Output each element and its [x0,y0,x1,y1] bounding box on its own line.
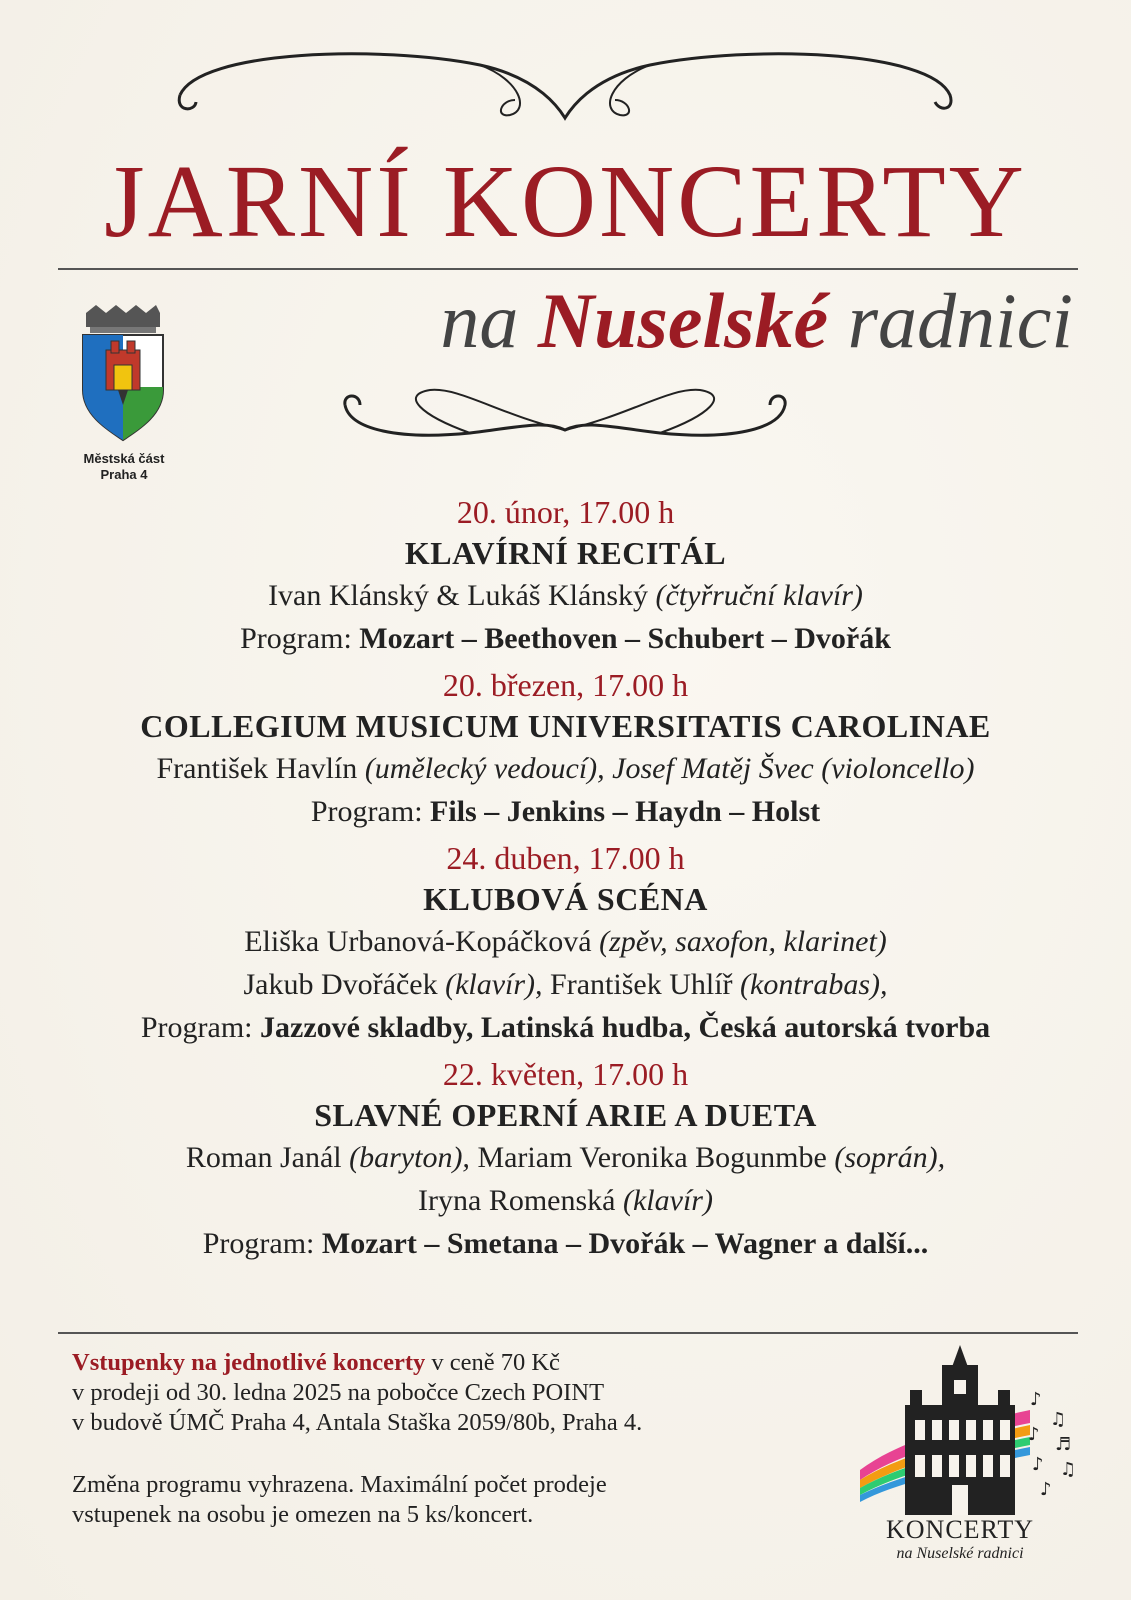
performer-name: Jakub Dvořáček [243,968,446,1001]
program-label: Program: [240,622,360,655]
performer-role: (čtyřruční klavír) [655,579,863,612]
concert-name: SLAVNÉ OPERNÍ ARIE A DUETA [314,1097,817,1133]
concert-performers [0,747,1131,790]
concert-date: 20. únor, 17.00 h [456,494,675,530]
concert-name: COLLEGIUM MUSICUM UNIVERSITATIS CAROLINAE [140,708,991,744]
concert-program [0,790,1131,833]
concert-performers [0,574,1131,617]
concert-date: 24. duben, 17.00 h [446,840,685,876]
poster-title: JARNÍ KONCERTY [104,144,1027,259]
svg-text:♫: ♫ [1050,1409,1067,1430]
concert-block [0,838,1131,1054]
concert-gap [0,1265,1131,1270]
ticket-highlight: Vstupenky na jednotlivé koncerty [72,1349,426,1376]
concert-date: 20. březen, 17.00 h [442,667,689,703]
performer-name: Iryna Romenská [418,1184,623,1217]
performer-name: František Havlín [156,752,365,785]
bottom-flourish [0,385,1131,455]
concert-name: KLUBOVÁ SCÉNA [423,881,708,917]
svg-text:♪: ♪ [1030,1389,1042,1410]
program-composers: Fils – Jenkins – Haydn – Holst [430,795,821,828]
concert-performers [0,963,1131,1006]
program-note [72,1470,832,1530]
poster-subtitle [440,278,1073,364]
crest-caption-line1: Městská část [83,451,165,466]
program-label: Program: [140,1011,260,1044]
crest-caption [64,451,184,483]
performer-role: (klavír), [445,968,543,1001]
program-composers: Mozart – Beethoven – Schubert – Dvořák [359,622,891,655]
concert-performers [0,1136,1131,1179]
crest-caption-line2: Praha 4 [100,467,148,482]
performer-role: (umělecký vedoucí), Josef Matěj Švec (violoncello) [364,752,975,785]
performer-name: František Uhlíř [542,968,741,1001]
performer-role: (zpěv, saxofon, klarinet) [599,925,887,958]
concert-block [0,665,1131,838]
subtitle-post: radnici [828,277,1073,364]
concert-performers [0,920,1131,963]
performer-role: (baryton), [349,1141,470,1174]
performer-name: Ivan Klánský & Lukáš Klánský [268,579,656,612]
subtitle-pre: na [440,277,538,364]
concert-block [0,492,1131,665]
program-composers: Jazzové skladby, Latinská hudba, Česká autorská tvorba [260,1011,991,1044]
performer-role: (klavír) [622,1184,713,1217]
performer-name: Roman Janál [185,1141,350,1174]
footer-divider [58,1332,1078,1334]
concert-program [0,617,1131,660]
concert-name: KLAVÍRNÍ RECITÁL [404,535,727,571]
svg-text:♪: ♪ [1040,1479,1052,1500]
svg-text:♫: ♫ [1060,1459,1077,1480]
subtitle-accent: Nuselské [537,277,829,364]
concert-performers [0,1179,1131,1222]
prague4-crest-icon [78,305,168,445]
logo-title: KONCERTY [886,1515,1034,1544]
logo-subtitle: na Nuselské radnici [896,1545,1024,1562]
concert-program [0,1222,1131,1265]
performer-name: Mariam Veronika Bogunmbe [469,1141,835,1174]
concert-program [0,1006,1131,1049]
program-composers: Mozart – Smetana – Dvořák – Wagner a další... [321,1227,929,1260]
performer-role: (soprán), [834,1141,946,1174]
ticket-line2: v prodeji od 30. ledna 2025 na pobočce Czech POINT [72,1379,605,1406]
ticket-line1 [72,1348,832,1378]
note-line2: vstupenek na osobu je omezen na 5 ks/koncert. [72,1501,534,1528]
top-flourish [0,40,1131,130]
performer-role: (kontrabas), [740,968,888,1001]
performer-name: Eliška Urbanová-Kopáčková [244,925,600,958]
svg-text:♪: ♪ [1032,1454,1044,1475]
concert-date: 22. květen, 17.00 h [442,1056,689,1092]
note-line1: Změna programu vyhrazena. Maximální počet prodeje [72,1471,607,1498]
title-divider [58,268,1078,270]
program-label: Program: [202,1227,322,1260]
svg-text:♬: ♬ [1055,1434,1072,1455]
ticket-price: v ceně 70 Kč [425,1349,560,1376]
concert-list [0,492,1131,1270]
ticket-info [72,1348,832,1438]
svg-text:♪: ♪ [1028,1424,1040,1445]
program-label: Program: [310,795,431,828]
concert-block [0,1054,1131,1270]
ticket-line3: v budově ÚMČ Praha 4, Antala Staška 2059/80b, Praha 4. [72,1409,643,1436]
